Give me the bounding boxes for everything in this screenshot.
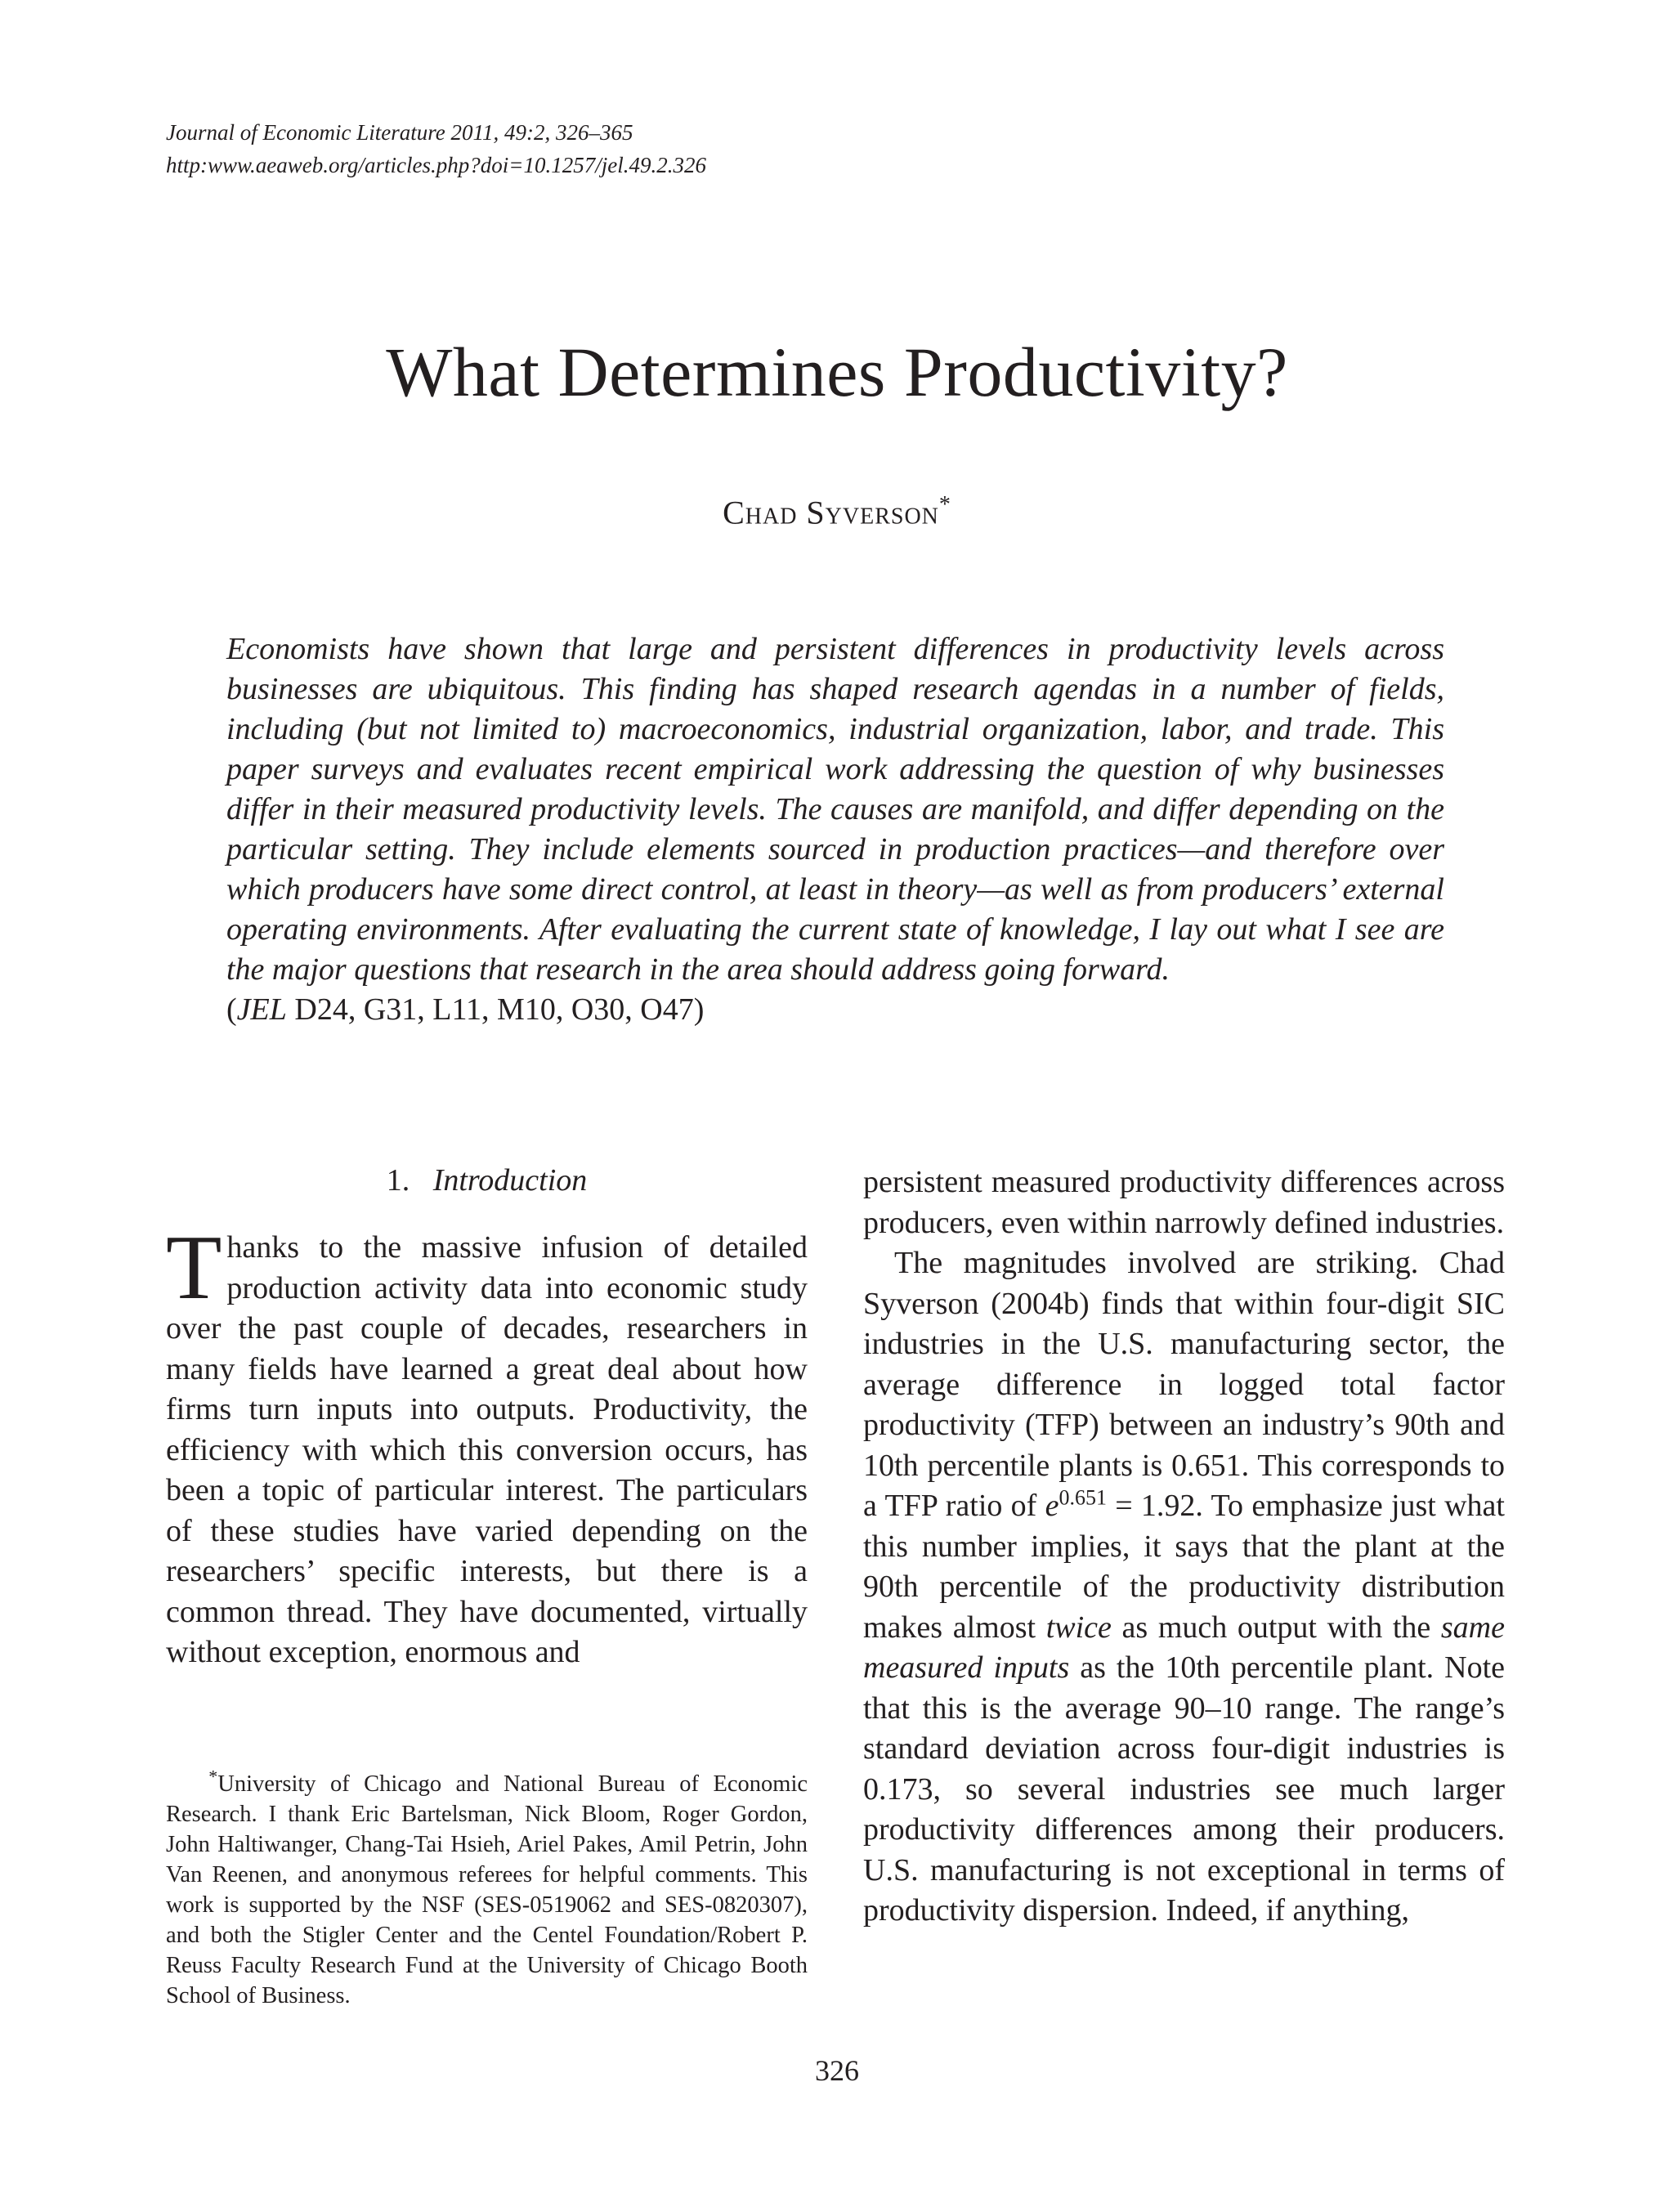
jel-label: JEL [236, 992, 287, 1027]
math-exponent: 0.651 [1059, 1485, 1107, 1510]
author-name: Chad Syverson [723, 494, 939, 531]
magnitudes-paragraph: The magnitudes involved are striking. Chad Syverson (2004b) finds that within four-digit SIC industries in the U.S. manufacturing sector, the average difference in logged total factor productivity (TFP) between an industry’s 90th and 10th percentile plants is 0.651. This corresponds to a TFP ratio of $e^{0.651} = 1.92$. To emphasize just what this number implies, it says that the plant at the 90th percentile of the productivity distribution makes almost twice as much output with the same measured inputs as the 10th percentile plant. Note that this is the average 90–10 range. The range’s standard deviation across four-digit industries is 0.173, so several industries see much larger productivity differences among their producers. U.S. manufacturing is not exceptional in terms of productivity dispersion. Indeed, if anything, [863, 1246, 1505, 1928]
abstract-text: Economists have shown that large and persistent differences in productivity levels across businesses are ubiquitous. This finding has shaped research agendas in a number of fields, including (but not limited to) macroeconomics, industrial organization, labor, and trade. This paper surveys and evaluates recent empirical work addressing the question of why businesses differ in their measured productivity levels. The causes are manifold, and differ depending on the particular setting. They include elements sourced in production practices—and therefore over which producers have some direct control, at least in theory—as well as from producers’ external operating environments. After evaluating the current state of knowledge, I lay out what I see are the major questions that research in the area should address going forward. [226, 632, 1444, 987]
drop-cap: T [166, 1217, 222, 1319]
jel-codes: (JEL D24, G31, L11, M10, O30, O47) [226, 992, 705, 1027]
author-line [0, 492, 1674, 531]
intro-text: hanks to the massive infusion of detailed production activity data into economic study over the past couple of decades, researchers in many fields have learned a great deal about how firms turn inputs into outputs. Productivity, the efficiency with which this conversion occurs, has been a topic of particular interest. The particulars of these studies have varied depending on the researchers’ specific interests, but there is a common thread. They have documented, virtually without exception, enormous and [166, 1230, 808, 1669]
abstract [226, 629, 1444, 1030]
section-title: Introduction [432, 1163, 588, 1198]
left-column [166, 1162, 808, 1673]
continued-paragraph: persistent measured productivity differences across producers, even within narrowly defined industries. [863, 1165, 1505, 1240]
journal-citation: Journal of Economic Literature 2011, 49:2, 326–365 [166, 120, 633, 145]
section-heading [166, 1162, 808, 1198]
jel-code-list: D24, G31, L11, M10, O30, O47) [286, 992, 705, 1027]
right-column [863, 1162, 1505, 1932]
footnote-mark: * [208, 1766, 218, 1787]
author-footnote-mark: * [938, 492, 951, 517]
emphasis-same-inputs: same measured inputs [863, 1610, 1505, 1685]
intro-paragraph [166, 1217, 808, 1673]
running-header [166, 116, 706, 181]
page-number: 326 [815, 2054, 859, 2087]
section-number: 1. [386, 1163, 410, 1198]
footnote-text: University of Chicago and National Bureau of Economic Research. I thank Eric Bartelsman, Nick Bloom, Roger Gordon, John Haltiwanger, Chang-Tai Hsieh, Ariel Pakes, Amil Petrin, John Van Reenen, and anonymous referees for helpful comments. This work is supported by the NSF (SES-0519062 and SES-0820307), and both the Stigler Center and the Centel Foundation/Robert P. Reuss Faculty Research Fund at the University of Chicago Booth School of Business. [166, 1771, 808, 2008]
math-e: e [1045, 1489, 1059, 1523]
emphasis-twice: twice [1045, 1610, 1112, 1645]
doi-url[interactable]: http:www.aeaweb.org/articles.php?doi=10.1257/jel.49.2.326 [166, 153, 706, 177]
article-title: What Determines Productivity? [386, 333, 1288, 411]
author-footnote [166, 1766, 808, 2011]
